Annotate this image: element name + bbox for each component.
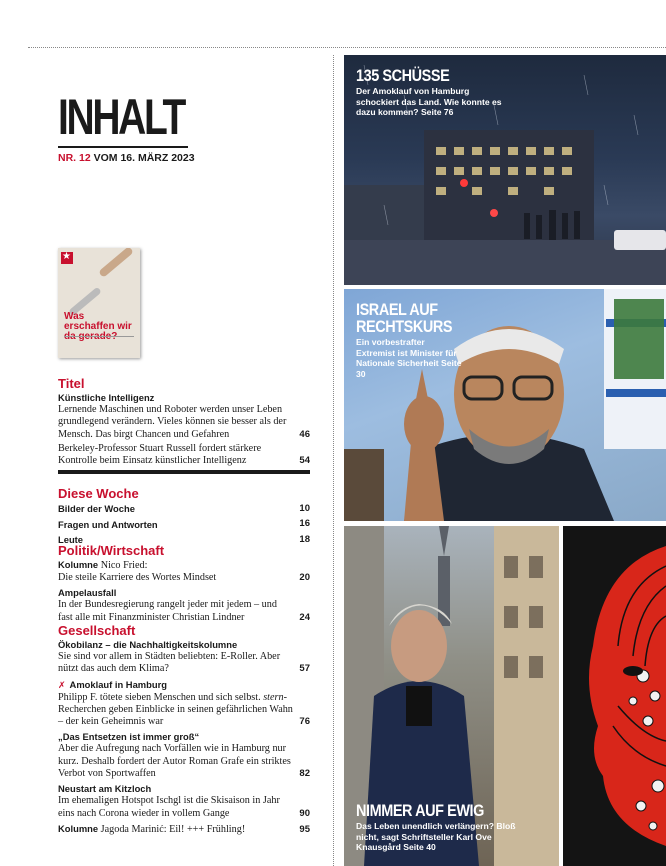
toc-entry[interactable] — [58, 518, 310, 530]
section-separator — [58, 470, 310, 474]
feature-page-ref: Seite 30 — [356, 358, 462, 379]
section-heading-gesellschaft: Gesellschaft — [58, 623, 136, 638]
entry-label: Leute — [58, 533, 84, 545]
page-number: 46 — [299, 428, 310, 440]
toc-entry[interactable] — [58, 572, 310, 584]
toc-entry[interactable] — [58, 503, 310, 515]
kicker-amoklauf: ✗ Amoklauf in Hamburg — [58, 678, 167, 691]
feature-headline: ISRAEL AUF — [356, 300, 438, 319]
page-number: 57 — [299, 663, 310, 675]
entry-label: Bilder der Woche — [58, 503, 135, 515]
kolumne-label: Kolumne — [58, 822, 99, 834]
page-number: 82 — [299, 768, 310, 780]
page-number: 24 — [299, 611, 310, 623]
photo-ai-face-art — [563, 526, 666, 866]
section-heading-titel: Titel — [58, 376, 85, 391]
cover-subline — [64, 336, 134, 350]
issue-line — [58, 152, 195, 164]
caption-hamburg — [356, 67, 506, 118]
toc-entry[interactable] — [58, 795, 310, 820]
feature-deck: Das Leben unendlich verlängern? Bloß nicht, sagt Schriftsteller Karl Ove Knausgård — [356, 821, 516, 852]
reaching-hand-graphic — [98, 248, 134, 278]
entry-text: Die steile Karriere des Wortes Mindset — [58, 572, 217, 583]
entry-text: Jagoda Marinić: Eil! +++ Frühling! — [100, 823, 246, 835]
page-number: 95 — [299, 823, 310, 835]
page-number: 10 — [299, 503, 310, 514]
feature-photo-israel[interactable] — [344, 289, 666, 521]
page-number: 54 — [299, 455, 310, 467]
entry-text: Sie sind vor allem in Städten beliebten: E-Roller. Aber nützt das auch dem Klima? — [58, 651, 281, 675]
toc-entry[interactable] — [58, 599, 310, 624]
issue-number: NR. 12 — [58, 152, 91, 164]
feature-headline-2: RECHTSKURS — [356, 317, 453, 336]
entry-text: Berkeley-Professor Stuart Russell fordert stärkere Kontrolle beim Einsatz künstlicher Intelligenz — [58, 442, 262, 467]
toc-entry[interactable] — [58, 651, 310, 676]
column-divider — [333, 55, 334, 866]
feature-photo-ai-face[interactable] — [563, 526, 666, 866]
page-number: 76 — [299, 716, 310, 728]
section-heading-diese-woche: Diese Woche — [58, 486, 139, 501]
page-number: 20 — [299, 572, 310, 583]
top-dotted-rule — [28, 47, 666, 48]
feature-page-ref: Seite 76 — [420, 107, 454, 117]
toc-entry[interactable] — [58, 404, 310, 441]
toc-entry[interactable] — [58, 443, 310, 468]
entry-text: Lernende Maschinen und Roboter werden unser Leben grundlegend verändern. Vieles können sie besser als der Mensch. Das birgt Chancen und Gefahren — [58, 404, 287, 440]
page-number: 18 — [299, 533, 310, 545]
caption-israel — [356, 301, 466, 379]
entry-text: Aber die Aufregung nach Vorfällen wie in Hamburg nur kurz. Deshalb fordert der Autor Roman Grafe ein striktes Verbot von Sportwaffen — [58, 743, 291, 780]
feature-page-ref: Seite 40 — [403, 842, 436, 852]
bullet-icon: ✗ — [58, 680, 66, 691]
cover-headline: Was erschaffen wir da gerade? — [64, 311, 132, 342]
kicker-ampel: Ampelausfall — [58, 587, 117, 599]
stern-logo-icon — [61, 252, 73, 264]
kolumne-label: Kolumne — [58, 559, 99, 570]
toc-entry[interactable] — [58, 692, 310, 729]
feature-headline: NIMMER AUF EWIG — [356, 801, 484, 820]
kolumne-line — [58, 559, 310, 572]
page-number: 90 — [299, 807, 310, 819]
title-rule — [58, 146, 188, 148]
kolumne-author: Nico Fried: — [100, 560, 148, 571]
entry-text: Im ehemaligen Hotspot Ischgl ist die Skisaison in Jahr eins nach Corona wieder in vollem Gange — [58, 795, 280, 819]
masthead — [58, 89, 195, 164]
feature-photo-knausgard[interactable] — [344, 526, 559, 866]
entry-label: Fragen und Antworten — [58, 518, 158, 530]
entry-text: In der Bundesregierung rangelt jeder mit jedem – und fast alle mit Finanzminister Christian Lindner — [58, 599, 277, 623]
kicker-entsetzen: „Das Entsetzen ist immer groß“ — [58, 731, 200, 743]
page-number: 16 — [299, 518, 310, 530]
feature-deck: Ein vorbestrafter Extremist ist Minister für Nationale Sicherheit — [356, 337, 457, 368]
toc-section-politik — [58, 543, 310, 624]
toc-entry[interactable] — [58, 823, 310, 836]
issue-date: VOM 16. MÄRZ 2023 — [93, 152, 195, 164]
feature-deck: Der Amoklauf von Hamburg schockiert das Land. Wie konnte es dazu kommen? — [356, 86, 502, 117]
page-title: INHALT — [58, 89, 185, 145]
caption-knausgard — [356, 802, 516, 853]
toc-section-gesellschaft — [58, 623, 310, 836]
toc-section-titel — [58, 376, 310, 467]
kicker-oekobilanz: Ökobilanz – die Nachhaltigkeitskolumne — [58, 639, 238, 650]
feature-headline: 135 SCHÜSSE — [356, 66, 450, 85]
toc-section-diese-woche — [58, 486, 310, 546]
toc-entry[interactable] — [58, 743, 310, 780]
kicker-ki: Künstliche Intelligenz — [58, 392, 155, 403]
section-heading-politik: Politik/Wirtschaft — [58, 543, 165, 558]
feature-photo-hamburg[interactable] — [344, 55, 666, 285]
entry-text: Philipp F. tötete sieben Menschen und sich selbst. stern-Recherchen geben Einblicke in seinen gefährlichen Wahn – der kein Geheimnis war — [58, 691, 293, 728]
kicker-kitzloch: Neustart am Kitzloch — [58, 783, 152, 795]
cover-thumbnail[interactable] — [58, 248, 140, 358]
